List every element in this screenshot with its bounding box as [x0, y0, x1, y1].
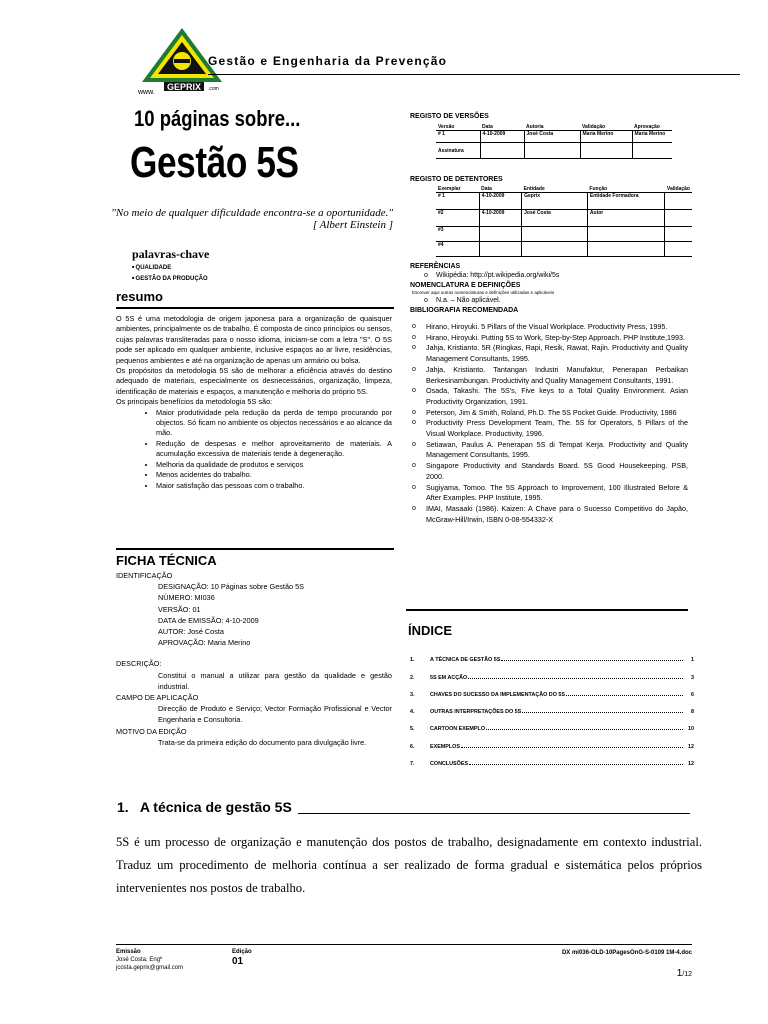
toc-num: 2. — [410, 674, 415, 681]
detentores-cell: # 1 — [436, 193, 479, 210]
ficha-data-emissao: DATA de EMISSÃO: 4-10-2009 — [158, 615, 259, 625]
detentores-header: Exemplar — [436, 186, 479, 193]
ficha-aprovacao: APROVAÇÃO: Maria Merino — [158, 638, 251, 648]
bibliografia-item: o Singapore Productivity and Standards Board. 5S Good Housekeeping. PSB, 2000. — [426, 461, 688, 482]
bibliografia-item: o IMAI, Masaaki (1986). Kaizen: A Chave para o Sucesso Competitivo do Japão, McGraw-Hill/Irwin, ISBN 0-08-554332-X — [426, 504, 688, 525]
detentores-cell: 4-10-2009 — [479, 210, 522, 227]
detentores-cell: #2 — [436, 210, 479, 227]
toc-num: 4. — [410, 709, 415, 716]
resumo-paragraph: O 5S é uma metodologia de origem japonesa para a organização de quaisquer ambientes, principalmente os de trabalho. É composta de cinco princípios ou sensos, cujas palavras transliteradas para o nosso idioma, iniciam-se com a letra "S". O 5S pode ser aplicado em qualquer ambiente, inclusive espaços ao ar livre, residências, pequenos ambientes e até na organização de apenas um armário ou bolsa. — [116, 314, 392, 365]
document-title: Gestão 5S — [130, 138, 299, 187]
detentores-header: Data — [479, 186, 522, 193]
ficha-motivo: Trata-se da primeira edição do documento para divulgação livre. — [158, 737, 367, 747]
referencias-title: REFERÊNCIAS — [410, 263, 461, 270]
versoes-header: Data — [480, 124, 524, 131]
detentores-cell: Entidade Formadora — [587, 193, 665, 210]
resumo-body — [116, 314, 392, 491]
indice-title: ÍNDICE — [408, 623, 453, 638]
benefit-item: • Melhoria da qualidade de produtos e serviços — [156, 460, 392, 470]
section-1-heading: 1. A técnica de gestão 5S — [117, 799, 292, 815]
logo-suffix: .com — [208, 86, 219, 92]
keywords-title: palavras-chave — [132, 247, 210, 261]
benefits-list — [116, 408, 392, 491]
versoes-cell: # 1 — [436, 131, 480, 143]
bibliografia-item: o Hirano, Hiroyuki. 5 Pillars of the Visual Workplace. Productivity Press, 1995. — [426, 322, 688, 333]
references-block — [410, 262, 690, 315]
toc-num: 5. — [410, 726, 415, 733]
footer-divider — [116, 944, 692, 945]
quote-text: "No meio de qualquer dificuldade encontra-se a oportunidade." — [111, 207, 393, 219]
bibliografia-item: o Productivity Press Development Team, The. 5S for Operators, 5 Pillars of the Visual Workplace. Productivity, 1996. — [426, 418, 688, 439]
nomenclatura-item: o N.a. – Não aplicável. — [436, 296, 690, 305]
bibliografia-item: o Jahja, Kristianto. 5R (Ringkas, Rapi, Resik, Rawat, Rajin. Productivity and Quality Management Consultants, 1995. — [426, 343, 688, 364]
nomenclatura-title: NOMENCLATURA E DEFINIÇÕES — [410, 281, 521, 289]
toc-link-5[interactable] — [410, 715, 694, 732]
table-of-contents — [410, 646, 694, 767]
footer-page-total: /12 — [682, 971, 692, 978]
toc-link-6[interactable] — [410, 732, 694, 749]
toc-label: CARTOON EXEMPLO — [430, 726, 486, 733]
footer-doc-code: DX mi036-OLD-10PagesOnG-S-0109 1M-4.doc — [561, 950, 692, 956]
bibliografia-item: o Jahja, Kristianto. Tantangan Industri Manufaktur, Penerapan Perbaikan Berkesinambungan. Productivity and Quality Management Consultants, 1991. — [426, 365, 688, 386]
bibliografia-item: o Setiawan, Paulus A. Penerapan 5S di Tempat Kerja. Productivity and Quality Management Consultants, 1995. — [426, 440, 688, 461]
toc-dots — [486, 729, 683, 730]
toc-link-4[interactable] — [410, 698, 694, 715]
section-1-rule — [298, 813, 690, 814]
toc-page: 12 — [688, 743, 694, 750]
detentores-title: REGISTO DE DETENTORES — [410, 176, 503, 183]
toc-link-3[interactable] — [410, 681, 694, 698]
ficha-descricao-label: DESCRIÇÃO: — [116, 659, 162, 669]
toc-dots — [566, 695, 683, 696]
keyword-item: ■ QUALIDADE — [132, 262, 208, 273]
section-1-body: 5S é um processo de organização e manutenção dos postos de trabalho, designadamente em contexto industrial. Traduz um procedimento de melhoria contínua a ser realizado de forma gradual e sistemática pelos próprios intervenientes nos postos de trabalho. — [116, 835, 702, 895]
versoes-cell: 4-10-2009 — [480, 131, 524, 143]
versoes-header: Validação — [580, 124, 632, 131]
benefit-item: • Redução de despesas e melhor aproveitamento de materiais. A acumulação excessiva de materiais tende à degeneração. — [156, 439, 392, 460]
footer-edicao-label: Edição — [232, 949, 252, 955]
toc-num: 1. — [410, 657, 415, 664]
toc-page: 6 — [691, 691, 694, 698]
resumo-divider — [116, 307, 394, 309]
ficha-motivo-label: MOTIVO DA EDIÇÃO — [116, 726, 187, 736]
toc-label: CHAVES DO SUCESSO DA IMPLEMENTAÇÃO DO 5S — [430, 691, 565, 698]
ficha-descricao: Constitui o manual a utilizar para gestão da qualidade e gestão industrial. — [158, 670, 392, 691]
footer-page-current: 1 — [676, 968, 683, 979]
footer-emissao-name: José Costa, Engº — [116, 957, 163, 963]
detentores-cell: Geprix — [522, 193, 588, 210]
toc-dots — [469, 764, 683, 765]
detentores-cell — [665, 210, 692, 227]
bibliografia-list — [410, 322, 688, 525]
ficha-numero: NÚMERO: MI036 — [158, 593, 215, 603]
detentores-cell: #3 — [436, 227, 479, 242]
nomenclatura-list — [410, 296, 690, 305]
versoes-cell: José Costa — [524, 131, 580, 143]
footer-edicao — [232, 948, 252, 968]
footer-emissao-label: Emissão — [116, 949, 141, 955]
toc-num: 3. — [410, 691, 415, 698]
footer-edicao-value: 01 — [232, 956, 244, 967]
logo-www: www. — [138, 89, 155, 96]
footer-page-number — [660, 963, 692, 981]
toc-page: 12 — [688, 761, 694, 768]
ficha-autor: AUTOR: José Costa — [158, 627, 224, 637]
bibliografia-item: o Osada, Takashi. The 5S's, Five keys to a Total Quality Environment. Asian Productivity Organization, 1991. — [426, 386, 688, 407]
toc-page: 1 — [691, 657, 694, 664]
footer-emissao-email: jcosta.geprix@gmail.com — [116, 965, 184, 971]
toc-label: EXEMPLOS — [430, 743, 460, 750]
detentores-cell: 4-10-2009 — [479, 193, 522, 210]
resumo-title: resumo — [116, 289, 163, 304]
ficha-divider — [116, 548, 394, 550]
referencia-item: o Wikipédia: http://pt.wikipedia.org/wiki/5s — [436, 271, 690, 280]
ficha-designacao: DESIGNAÇÃO: 10 Páginas sobre Gestão 5S — [158, 582, 305, 592]
versoes-cell: Maria Merino — [580, 131, 632, 143]
toc-link-1[interactable] — [410, 646, 694, 663]
toc-num: 6. — [410, 743, 415, 750]
nomenclatura-note: Escrever aqui outras nomenclaturas e definições utilizadas e aplicáveis — [412, 290, 555, 296]
toc-dots — [468, 678, 683, 679]
footer-emissao — [116, 948, 183, 972]
benefit-item: • Maior produtividade pela redução da perda de tempo procurando por objectos. Só ficam no ambiente os objectos necessários e ao alcance da mão. — [156, 408, 392, 439]
ficha-tecnica — [116, 570, 392, 748]
bibliografia-title: BIBLIOGRAFIA RECOMENDADA — [410, 306, 519, 314]
ficha-versao: VERSÃO: 01 — [158, 604, 201, 614]
toc-dots — [522, 712, 683, 713]
header-title: Gestão e Engenharia da Prevenção — [208, 54, 448, 68]
bibliografia-item: o Hirano, Hiroyuki. Putting 5S to Work, Step-by-Step Approach. PHP Institute,1993. — [426, 333, 688, 344]
toc-dots — [501, 660, 683, 661]
toc-link-2[interactable] — [410, 663, 694, 680]
detentores-cell — [665, 193, 692, 210]
versoes-header: Autoria — [524, 124, 580, 131]
versoes-assinatura: Assinatura — [436, 143, 480, 159]
benefit-item: • Maior satisfação das pessoas com o trabalho. — [156, 481, 392, 491]
detentores-header: Entidade — [522, 186, 588, 193]
toc-page: 3 — [691, 674, 694, 681]
referencias-list — [410, 271, 690, 280]
toc-label: OUTRAS INTERPRETAÇÕES DO 5S — [430, 709, 522, 716]
bibliografia-block — [410, 322, 688, 525]
versoes-table — [436, 124, 672, 159]
toc-page: 8 — [691, 709, 694, 716]
toc-page: 10 — [688, 726, 694, 733]
pages-title: 10 páginas sobre... — [134, 106, 301, 131]
bibliografia-item: o Peterson, Jim & Smith, Roland, Ph.D. The 5S Pocket Guide. Productivity, 1986 — [426, 408, 688, 419]
detentores-cell: #4 — [436, 242, 479, 257]
versoes-title: REGISTO DE VERSÕES — [410, 113, 489, 120]
detentores-table — [436, 186, 692, 257]
quote-author: [ Albert Einstein ] — [312, 219, 393, 231]
ficha-identificacao: IDENTIFICAÇÃO — [116, 571, 173, 580]
toc-link-7[interactable] — [410, 750, 694, 767]
detentores-header: Função — [587, 186, 665, 193]
detentores-cell: José Costa — [522, 210, 588, 227]
versoes-header: Aprovação — [632, 124, 672, 131]
toc-label: A TÉCNICA DE GESTÃO 5S — [430, 657, 501, 664]
keywords-list — [132, 262, 208, 284]
resumo-paragraph: Os propósitos da metodologia 5S são de melhorar a eficiência através do destino adequado de materiais, especialmente os desnecessários, organização, limpeza, identificação de materiais e espaços, a manutenção e melhoria do próprio 5S. — [116, 366, 392, 396]
indice-divider — [406, 609, 688, 611]
ficha-campo: Direcção de Produto e Serviço; Vector Formação Profissional e Vector Engenharia e Consultoria. — [158, 704, 392, 725]
quote — [110, 207, 393, 231]
header-divider — [208, 74, 740, 75]
toc-label: CONCLUSÕES — [430, 761, 469, 768]
ficha-campo-label: CAMPO DE APLICAÇÃO — [116, 693, 199, 703]
detentores-cell: Autor — [587, 210, 665, 227]
bibliografia-item: o Sugiyama, Tomoo. The 5S Approach to Improvement, 100 Illustrated Before & After Examples. PHP Institute, 1995. — [426, 483, 688, 504]
benefit-item: • Menos acidentes do trabalho. — [156, 470, 392, 480]
versoes-header: Versão — [436, 124, 480, 131]
logo-text: GEPRIX — [166, 82, 202, 92]
detentores-header: Validação — [666, 186, 690, 192]
toc-dots — [461, 747, 683, 748]
versoes-cell: Maria Merino — [632, 131, 672, 143]
keyword-item: ■ GESTÃO DA PRODUÇÃO — [132, 273, 208, 284]
toc-num: 7. — [410, 761, 415, 768]
toc-label: 5S EM ACÇÃO — [430, 674, 468, 681]
resumo-paragraph: Os principais benefícios da metodologia 5S são: — [116, 397, 273, 407]
ficha-title: FICHA TÉCNICA — [116, 553, 217, 568]
